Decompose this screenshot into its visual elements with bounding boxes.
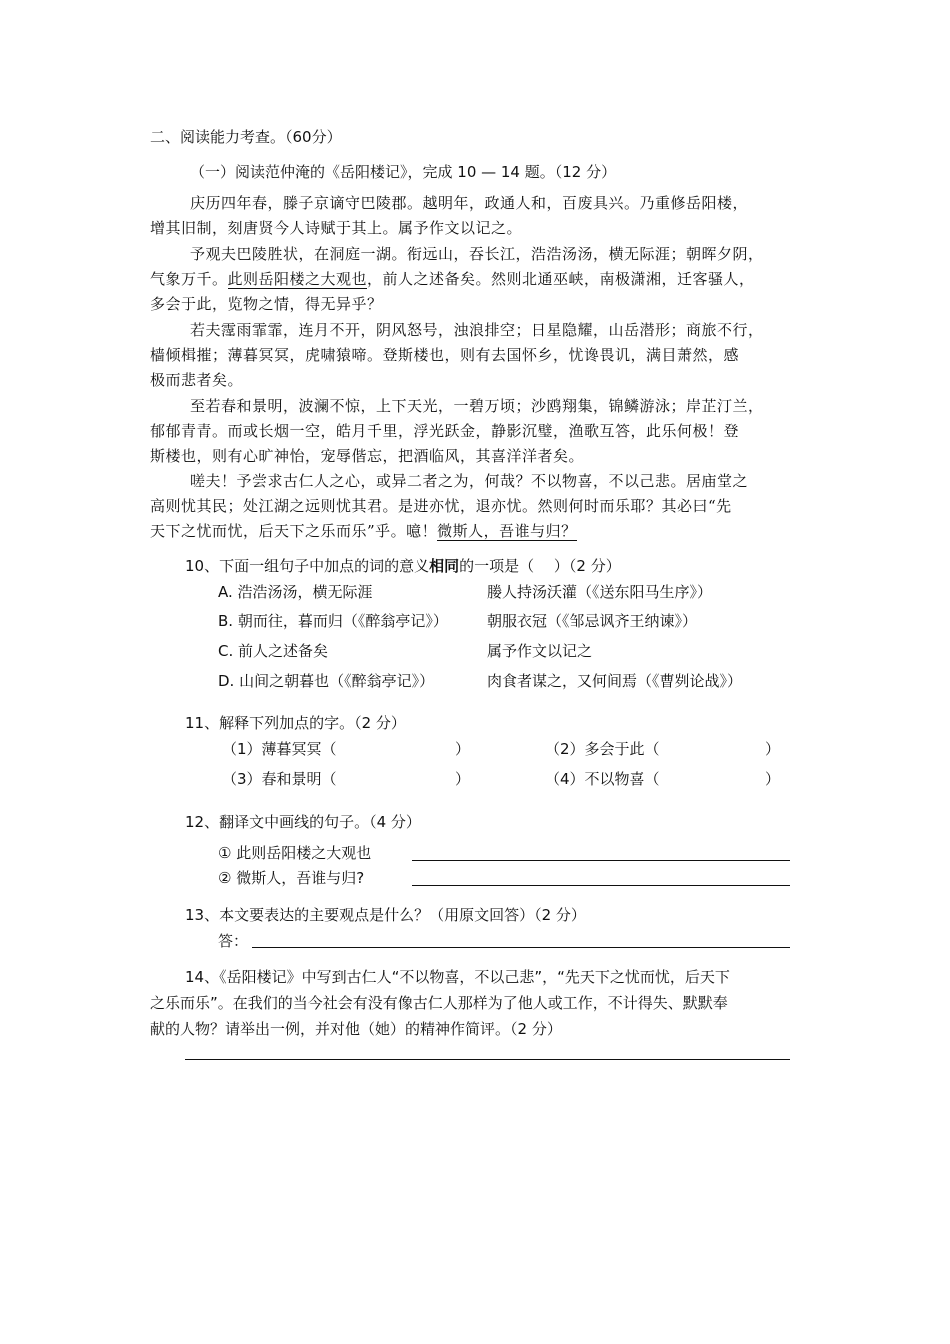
q11-item-2-close: ） (765, 740, 781, 758)
q10-stem-text: 10、下面一组句子中加点的词的意义 (185, 557, 430, 575)
q10-option-a-left: A. 浩浩汤汤，横无际涯 (218, 583, 373, 601)
section-title: 二、阅读能力考查。（60分） (150, 128, 342, 146)
q13-answer-label: 答： (218, 932, 249, 950)
q10-option-b-left: B. 朝而往，暮而归（《醉翁亭记》） (218, 612, 448, 630)
passage-line: 增其旧制，刻唐贤今人诗赋于其上。属予作文以记之。 (150, 219, 523, 237)
passage-line: 至若春和景明，波澜不惊，上下天光，一碧万顷；沙鸥翔集，锦鳞游泳；岸芷汀兰， (190, 397, 764, 415)
passage-text: 天下之忧而忧，后天下之乐而乐”乎。噫！ (150, 522, 438, 540)
q11-stem: 11、解释下列加点的字。（2 分） (185, 714, 406, 732)
q14-line: 之乐而乐”。在我们的当今社会有没有像古仁人那样为了他人或工作，不计得失、默默奉 (150, 994, 728, 1012)
q13-answer-line (252, 947, 790, 948)
passage-line: 极而悲者矣。 (150, 371, 244, 389)
q10-option-c-left: C. 前人之述备矣 (218, 642, 329, 660)
passage-text: ，前人之述备矣。然则北通巫峡，南极潇湘，迁客骚人， (367, 270, 755, 288)
passage-line: 若夫霪雨霏霏，连月不开，阴风怒号，浊浪排空；日星隐耀，山岳潜形；商旅不行， (190, 321, 764, 339)
q10-stem (185, 555, 621, 576)
passage-line: 多会于此，览物之情，得无异乎？ (150, 295, 383, 313)
q11-item-1: （1）薄暮冥冥（ (222, 740, 337, 758)
q11-item-3: （3）春和景明（ (222, 770, 337, 788)
q11-item-1-close: ） (455, 740, 471, 758)
sub-title: （一）阅读范仲淹的《岳阳楼记》，完成 10 — 14 题。（12 分） (190, 163, 617, 181)
q14-line: 献的人物？请举出一例，并对他（她）的精神作简评。（2 分） (150, 1020, 562, 1038)
q12-item-1: ① 此则岳阳楼之大观也 (218, 844, 372, 862)
passage-line (150, 268, 755, 289)
q10-option-b-right: 朝服衣冠（《邹忌讽齐王纳谏》） (487, 612, 698, 630)
passage-line: 嗟夫！予尝求古仁人之心，或异二者之为，何哉？不以物喜，不以己悲。居庙堂之 (190, 472, 749, 490)
q13-stem: 13、本文要表达的主要观点是什么？（用原文回答）（2 分） (185, 906, 586, 924)
passage-line (150, 520, 577, 541)
q14-line: 14、《岳阳楼记》中写到古仁人“不以物喜，不以己悲”，“先天下之忧而忧，后天下 (185, 968, 730, 986)
q12-answer-line-2 (412, 885, 790, 886)
q10-option-d-right: 肉食者谋之，又何间焉（《曹刿论战》） (487, 672, 743, 690)
passage-line: 予观夫巴陵胜状，在洞庭一湖。衔远山，吞长江，浩浩汤汤，横无际涯；朝晖夕阴， (190, 245, 764, 263)
underlined-sentence-2: 微斯人，吾谁与归？ (437, 522, 577, 540)
q11-item-4: （4）不以物喜（ (545, 770, 660, 788)
q11-item-3-close: ） (455, 770, 471, 788)
q14-answer-line (185, 1059, 790, 1060)
q10-option-c-right: 属予作文以记之 (487, 642, 593, 660)
q10-stem-emphasis: 相同 (429, 557, 460, 575)
q12-item-2: ② 微斯人，吾谁与归? (218, 869, 365, 887)
q10-stem-text: 的一项是（ ）（2 分） (459, 557, 621, 575)
q10-option-a-right: 媵人持汤沃灌（《送东阳马生序》） (487, 583, 713, 601)
passage-line: 高则忧其民；处江湖之远则忧其君。是进亦忧，退亦忧。然则何时而乐耶？其必曰“先 (150, 497, 732, 515)
passage-text: 气象万千。 (150, 270, 228, 288)
q11-item-2: （2）多会于此（ (545, 740, 660, 758)
passage-line: 斯楼也，则有心旷神怡，宠辱偕忘，把酒临风，其喜洋洋者矣。 (150, 447, 585, 465)
q12-answer-line-1 (412, 860, 790, 861)
q11-item-4-close: ） (765, 770, 781, 788)
q12-stem: 12、翻译文中画线的句子。（4 分） (185, 813, 421, 831)
q10-option-d-left: D. 山间之朝暮也（《醉翁亭记》） (218, 672, 435, 690)
passage-line: 庆历四年春，滕子京谪守巴陵郡。越明年，政通人和，百废具兴。乃重修岳阳楼， (190, 194, 749, 212)
underlined-sentence-1: 此则岳阳楼之大观也 (227, 270, 368, 288)
passage-line: 樯倾楫摧；薄暮冥冥，虎啸猿啼。登斯楼也，则有去国怀乡，忧谗畏讥，满目萧然，感 (150, 346, 740, 364)
passage-line: 郁郁青青。而或长烟一空，皓月千里，浮光跃金，静影沉璧，渔歌互答，此乐何极！登 (150, 422, 740, 440)
